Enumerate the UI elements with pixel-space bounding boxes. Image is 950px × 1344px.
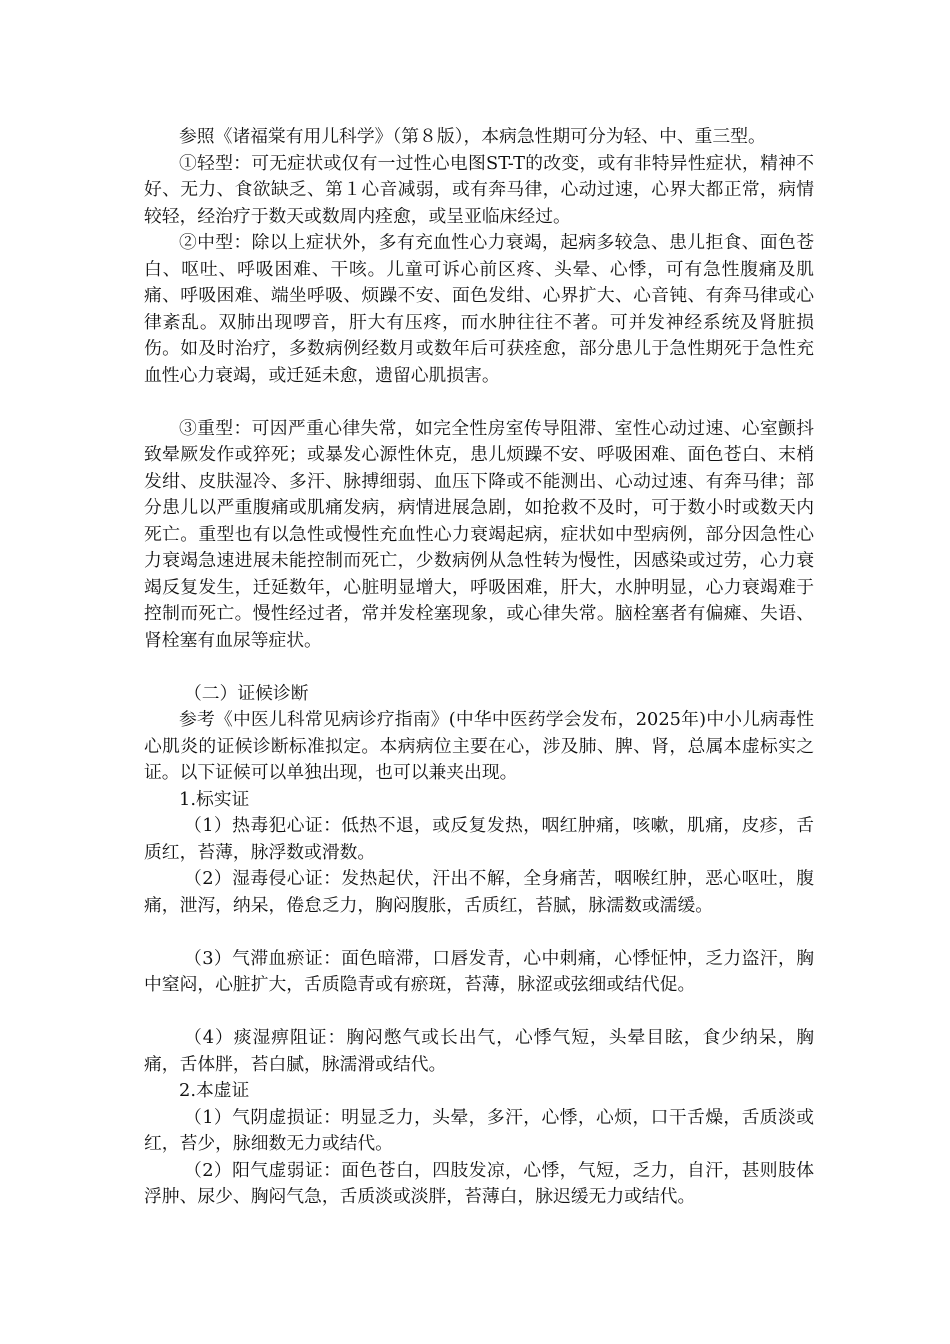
paragraph-syndrome-intro: 参考《中医儿科常见病诊疗指南》(中华中医药学会发布，2025年)中小儿病毒性心肌炎的证候诊断标准拟定。本病病位主要在心，涉及肺、脾、肾，总属本虚标实之证。以下证候可以单独出现，也可以兼夹出现。 bbox=[144, 709, 814, 783]
paragraph-spacer bbox=[144, 389, 814, 416]
list-item-qi-yin-deficiency: （1）气阴虚损证：明显乏力，头晕，多汗，心悸，心烦，口干舌燥，舌质淡或红，苔少，脉细数无力或结代。 bbox=[144, 1106, 814, 1154]
list-item-yang-qi-deficiency: （2）阳气虚弱证：面色苍白，四肢发凉，心悸，气短，乏力，自汗，甚则肢体浮肿、尿少、胸闷气急，舌质淡或淡胖，苔薄白，脉迟缓无力或结代。 bbox=[144, 1159, 814, 1207]
document-body bbox=[144, 124, 814, 1211]
paragraph-severe-type: ③重型：可因严重心律失常，如完全性房室传导阻滞、室性心动过速、心室颤抖致晕厥发作或猝死；或暴发心源性休克，患儿烦躁不安、呼吸困难、面色苍白、末梢发绀、皮肤湿冷、多汗、脉搏细弱、血压下降或不能测出、心动过速、有奔马律；部分患儿以严重腹痛或肌痛发病，病情进展急剧，如抢救不及时，可于数小时或数天内死亡。重型也有以急性或慢性充血性心力衰竭起病，症状如中型病例，部分因急性心力衰竭急速进展未能控制而死亡，少数病例从急性转为慢性，因感染或过劳，心力衰竭反复发生，迁延数年，心脏明显增大，呼吸困难，肝大，水肿明显，心力衰竭难于控制而死亡。慢性经过者，常并发栓塞现象，或心律失常。脑栓塞者有偏瘫、失语、肾栓塞有血尿等症状。 bbox=[144, 417, 814, 651]
paragraph-spacer bbox=[144, 654, 814, 681]
list-item-damp-toxin: （2）湿毒侵心证：发热起伏，汗出不解，全身痛苦，咽喉红肿，恶心呕吐，腹痛，泄泻，纳呆，倦怠乏力，胸闷腹胀，舌质红，苔腻，脉濡数或濡缓。 bbox=[144, 868, 814, 916]
section-heading-syndrome-diagnosis: （二）证候诊断 bbox=[184, 682, 309, 704]
paragraph-mild-type: ①轻型：可无症状或仅有一过性心电图ST-T的改变，或有非特异性症状，精神不好、无力、食欲缺乏、第１心音减弱，或有奔马律，心动过速，心界大都正常，病情较轻，经治疗于数天或数周内痊愈，或呈亚临床经过。 bbox=[144, 152, 814, 227]
list-item-phlegm-damp: （4）痰湿痹阻证：胸闷憋气或长出气，心悸气短，头晕目眩，食少纳呆，胸痛，舌体胖，苔白腻，脉濡滑或结代。 bbox=[144, 1027, 814, 1075]
list-item-qi-stagnation: （3）气滞血瘀证：面色暗滞，口唇发青，心中刺痛，心悸怔忡，乏力盗汗，胸中窒闷，心脏扩大，舌质隐青或有瘀斑，苔薄，脉涩或弦细或结代促。 bbox=[144, 947, 814, 995]
subheading-deficiency-syndromes: 2.本虚证 bbox=[179, 1080, 250, 1101]
subheading-excess-syndromes: 1.标实证 bbox=[179, 788, 250, 810]
paragraph-moderate-type: ②中型：除以上症状外，多有充血性心力衰竭，起病多较急、患儿拒食、面色苍白、呕吐、呼吸困难、干咳。儿童可诉心前区疼、头晕、心悸，可有急性腹痛及肌痛、呼吸困难、端坐呼吸、烦躁不安、面色发绀、心界扩大、心音钝、有奔马律或心律紊乱。双肺出现啰音，肝大有压疼，而水肿往往不著。可并发神经系统及肾脏损伤。如及时治疗，多数病例经数月或数年后可获痊愈，部分患儿于急性期死于急性充血性心力衰竭，或迁延未愈，遗留心肌损害。 bbox=[144, 232, 814, 386]
paragraph-spacer bbox=[144, 919, 814, 946]
paragraph-spacer bbox=[144, 999, 814, 1026]
paragraph-classification-intro: 参照《诸福棠有用儿科学》（第８版），本病急性期可分为轻、中、重三型。 bbox=[179, 126, 766, 147]
list-item-heat-toxin: （1）热毒犯心证：低热不退，或反复发热，咽红肿痛，咳嗽，肌痛，皮疹，舌质红，苔薄，脉浮数或滑数。 bbox=[144, 815, 814, 863]
